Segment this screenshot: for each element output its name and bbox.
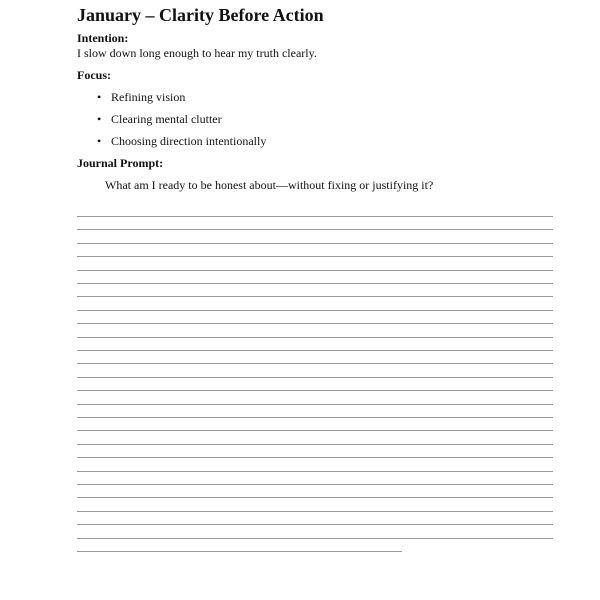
writing-line [77,310,553,311]
focus-item [97,112,266,134]
focus-item-label: Choosing direction intentionally [111,134,267,148]
writing-line [77,256,553,257]
writing-line [77,404,553,405]
writing-line [77,430,553,431]
writing-line [77,444,553,445]
focus-item-label: Refining vision [111,90,186,104]
page-title: January – Clarity Before Action [77,5,324,25]
writing-line [77,457,553,458]
journal-prompt-text: What am I ready to be honest about—without fixing or justifying it? [105,178,434,192]
writing-line [77,484,553,485]
writing-line [77,377,553,378]
writing-line [77,538,553,539]
writing-line [77,524,553,525]
writing-line [77,270,553,271]
writing-line [77,337,553,338]
writing-line [77,296,553,297]
bullet-icon: • [97,112,102,126]
bullet-icon: • [97,134,102,148]
writing-line [77,229,553,230]
writing-line [77,283,553,284]
intention-text: I slow down long enough to hear my truth clearly. [77,46,317,60]
focus-list [97,90,266,156]
writing-line [77,363,553,364]
writing-line [77,551,402,552]
writing-line [77,216,553,217]
bullet-icon: • [97,90,102,104]
focus-item [97,90,266,112]
focus-item [97,134,266,156]
writing-line [77,471,553,472]
journal-prompt-label: Journal Prompt: [77,156,164,170]
writing-line [77,350,553,351]
focus-item-label: Clearing mental clutter [111,112,222,126]
writing-line [77,323,553,324]
writing-line [77,511,553,512]
writing-line [77,417,553,418]
writing-line [77,390,553,391]
focus-label: Focus: [77,68,111,82]
writing-line [77,497,553,498]
intention-label: Intention: [77,31,129,45]
writing-line [77,243,553,244]
